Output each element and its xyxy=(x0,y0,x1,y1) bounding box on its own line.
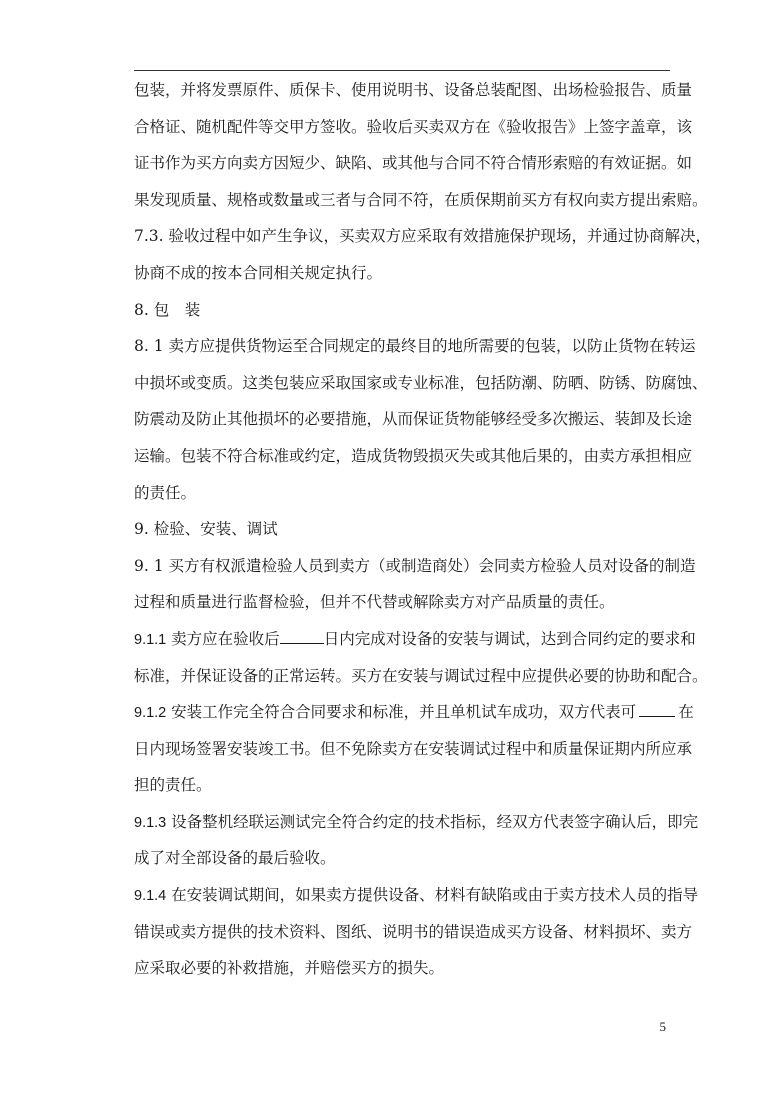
fill-in-blank xyxy=(639,702,675,717)
header-rule xyxy=(134,70,670,71)
text-line: 包装，并将发票原件、质保卡、使用说明书、设备总装配图、出场检验报告、质量 xyxy=(134,81,693,99)
text-line: 中损坏或变质。这类包装应采取国家或专业标准，包括防潮、防晒、防锈、防腐蚀、 xyxy=(134,373,708,392)
clause-number: 9.1.3 xyxy=(134,814,167,831)
text-line: 日内现场签署安装竣工书。但不免除卖方在安装调试过程中和质量保证期内所应承 xyxy=(134,739,693,758)
clause-text: 卖方应在验收后 xyxy=(166,629,280,648)
text-line: 防震动及防止其他损坏的必要措施，从而保证货物能够经受多次搬运、装卸及长途 xyxy=(134,410,693,429)
text-line: 担的责任。 xyxy=(134,776,212,795)
clause-text: 日内完成对设备的安装与调试，达到合同约定的要求和 xyxy=(323,629,696,648)
text-line: 错误或卖方提供的技术资料、图纸、说明书的错误造成买方设备、材料损坏、卖方 xyxy=(134,922,693,941)
body-text xyxy=(134,72,712,987)
text-line: 过程和质量进行监督检验，但并不代替或解除卖方对产品质量的责任。 xyxy=(134,593,615,612)
clause-text: 安装工作完全符合合同要求和标准，并且单机试车成功，双方代表可 xyxy=(166,703,637,722)
text-line: 证书作为买方向卖方因短少、缺陷、或其他与合同不符合情形索赔的有效证据。如 xyxy=(134,154,693,173)
text-line: 成了对全部设备的最后验收。 xyxy=(134,849,336,868)
clause-text: 在安装调试期间，如果卖方提供设备、材料有缺陷或由于卖方技术人员的指导 xyxy=(166,886,699,905)
clause-number: 9.1.4 xyxy=(134,888,167,905)
page-number: 5 xyxy=(659,1019,666,1034)
text-line: 7.3. 验收过程中如产生争议，买卖双方应采取有效措施保护现场，并通过协商解决， xyxy=(134,227,712,246)
clause-9-1-1 xyxy=(134,621,696,658)
text-line: 应采取必要的补救措施，并赔偿买方的损失。 xyxy=(134,959,445,978)
text-line: 协商不成的按本合同相关规定执行。 xyxy=(134,263,383,282)
section-heading-9: 9. 检验、安装、调试 xyxy=(134,520,278,539)
clause-text: 设备整机经联运测试完全符合约定的技术指标，经双方代表签字确认后，即完 xyxy=(166,812,699,831)
text-line: 果发现质量、规格或数量或三者与合同不符，在质保期前买方有权向卖方提出索赔。 xyxy=(134,190,708,209)
text-line: 运输。包装不符合标准或约定，造成货物毁损灭失或其他后果的，由卖方承担相应 xyxy=(134,446,693,465)
clause-number: 9.1.1 xyxy=(134,631,167,648)
clause-9-1-2 xyxy=(134,694,694,731)
text-line: 标准，并保证设备的正常运转。买方在安装与调试过程中应提供必要的协助和配合。 xyxy=(134,666,708,685)
text-line: 合格证、随机配件等交甲方签收。验收后买卖双方在《验收报告》上签字盖章，该 xyxy=(134,117,693,136)
text-line: 的责任。 xyxy=(134,483,197,502)
clause-number: 9.1.2 xyxy=(134,705,167,722)
clause-text: 在 xyxy=(678,703,694,722)
clause-9-1-3 xyxy=(134,804,699,841)
text-line: 9. 1 买方有权派遣检验人员到卖方（或制造商处）会同卖方检验人员对设备的制造 xyxy=(134,556,696,575)
text-line: 8. 1 卖方应提供货物运至合同规定的最终目的地所需要的包装，以防止货物在转运 xyxy=(134,337,696,356)
fill-in-blank xyxy=(280,629,324,644)
clause-9-1-4 xyxy=(134,877,699,914)
section-heading-8: 8. 包 装 xyxy=(134,300,201,319)
